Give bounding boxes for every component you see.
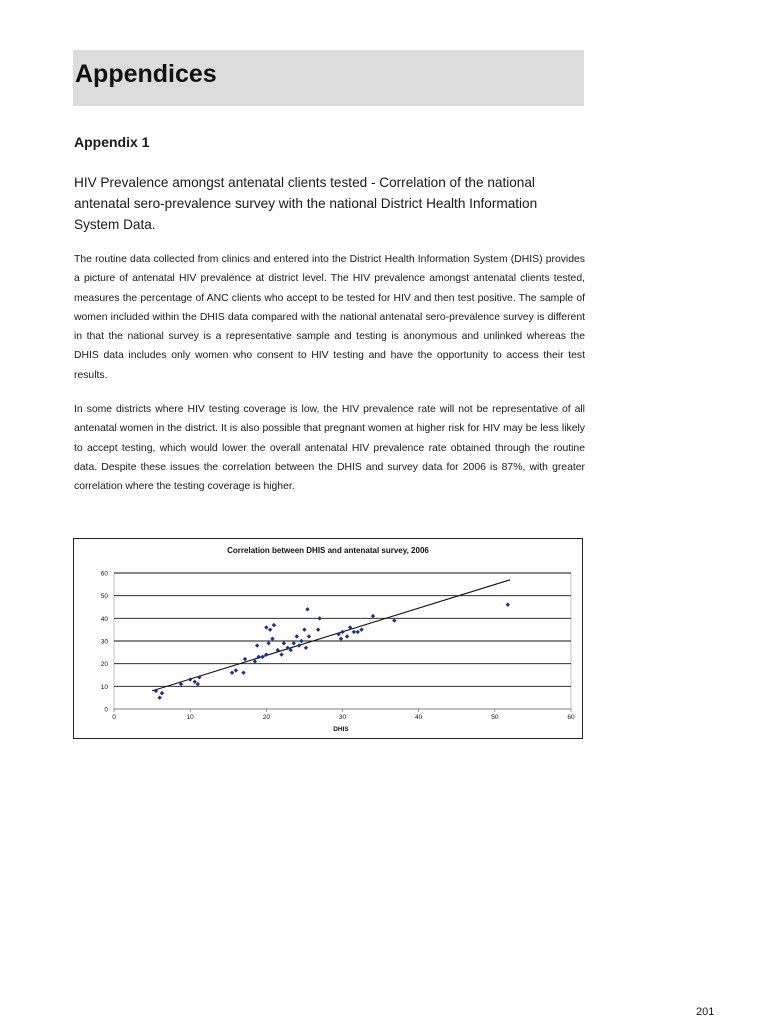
page-number: 201	[696, 1006, 715, 1018]
section-banner	[73, 50, 584, 106]
body-paragraph-2: In some districts where HIV testing coverage is low, the HIV prevalence rate will not be representative of all antenatal women in the district. It is also possible that pregnant women at higher risk for HIV may be less likely to accept testing, which would lower the overall antenatal HIV prevalence rate obtained through the routine data. Despite these issues the correlation between the DHIS and survey data for 2006 is 87%, with greater correlation where the testing coverage is higher.	[74, 404, 585, 493]
y-tick-label: 30	[100, 638, 108, 646]
y-tick-label: 40	[100, 615, 108, 623]
chart-title: Correlation between DHIS and antenatal survey, 2006	[227, 546, 429, 555]
body-paragraph-1: The routine data collected from clinics and entered into the District Health Information System (DHIS) provides a picture of antenatal HIV prevalence at district level. The HIV prevalence amongst antenatal clients tested, measures the percentage of ANC clients who accept to be tested for HIV and then test positive. The sample of women included within the DHIS data compared with the national antenatal sero-prevalence survey is different in that the national survey is a representative sample and testing is anonymous and unlinked whereas the DHIS data includes only women who consent to HIV testing and have the opportunity to access their test results.	[74, 254, 585, 381]
x-tick-label: 20	[262, 714, 270, 721]
appendix-heading: HIV Prevalence amongst antenatal clients tested - Correlation of the national antenatal sero-prevalence survey with the national District Health Information System Data.	[74, 175, 538, 232]
section-title: Appendices	[75, 60, 217, 88]
x-tick-label: 30	[338, 714, 347, 721]
y-tick-label: 0	[104, 706, 108, 714]
scatter-chart	[73, 538, 583, 739]
y-tick-label: 60	[100, 570, 108, 578]
chart-canvas	[74, 539, 582, 738]
y-tick-label: 10	[100, 683, 108, 691]
y-tick-label: 20	[100, 661, 108, 669]
x-tick-label: 0	[112, 714, 116, 721]
x-tick-label: 50	[491, 714, 499, 721]
appendix-label: Appendix 1	[74, 134, 150, 150]
x-tick-label: 60	[567, 714, 575, 721]
x-tick-label: 10	[186, 714, 194, 721]
x-axis-label: DHIS	[333, 726, 349, 733]
x-tick-label: 40	[415, 714, 423, 721]
y-tick-label: 50	[100, 593, 108, 601]
